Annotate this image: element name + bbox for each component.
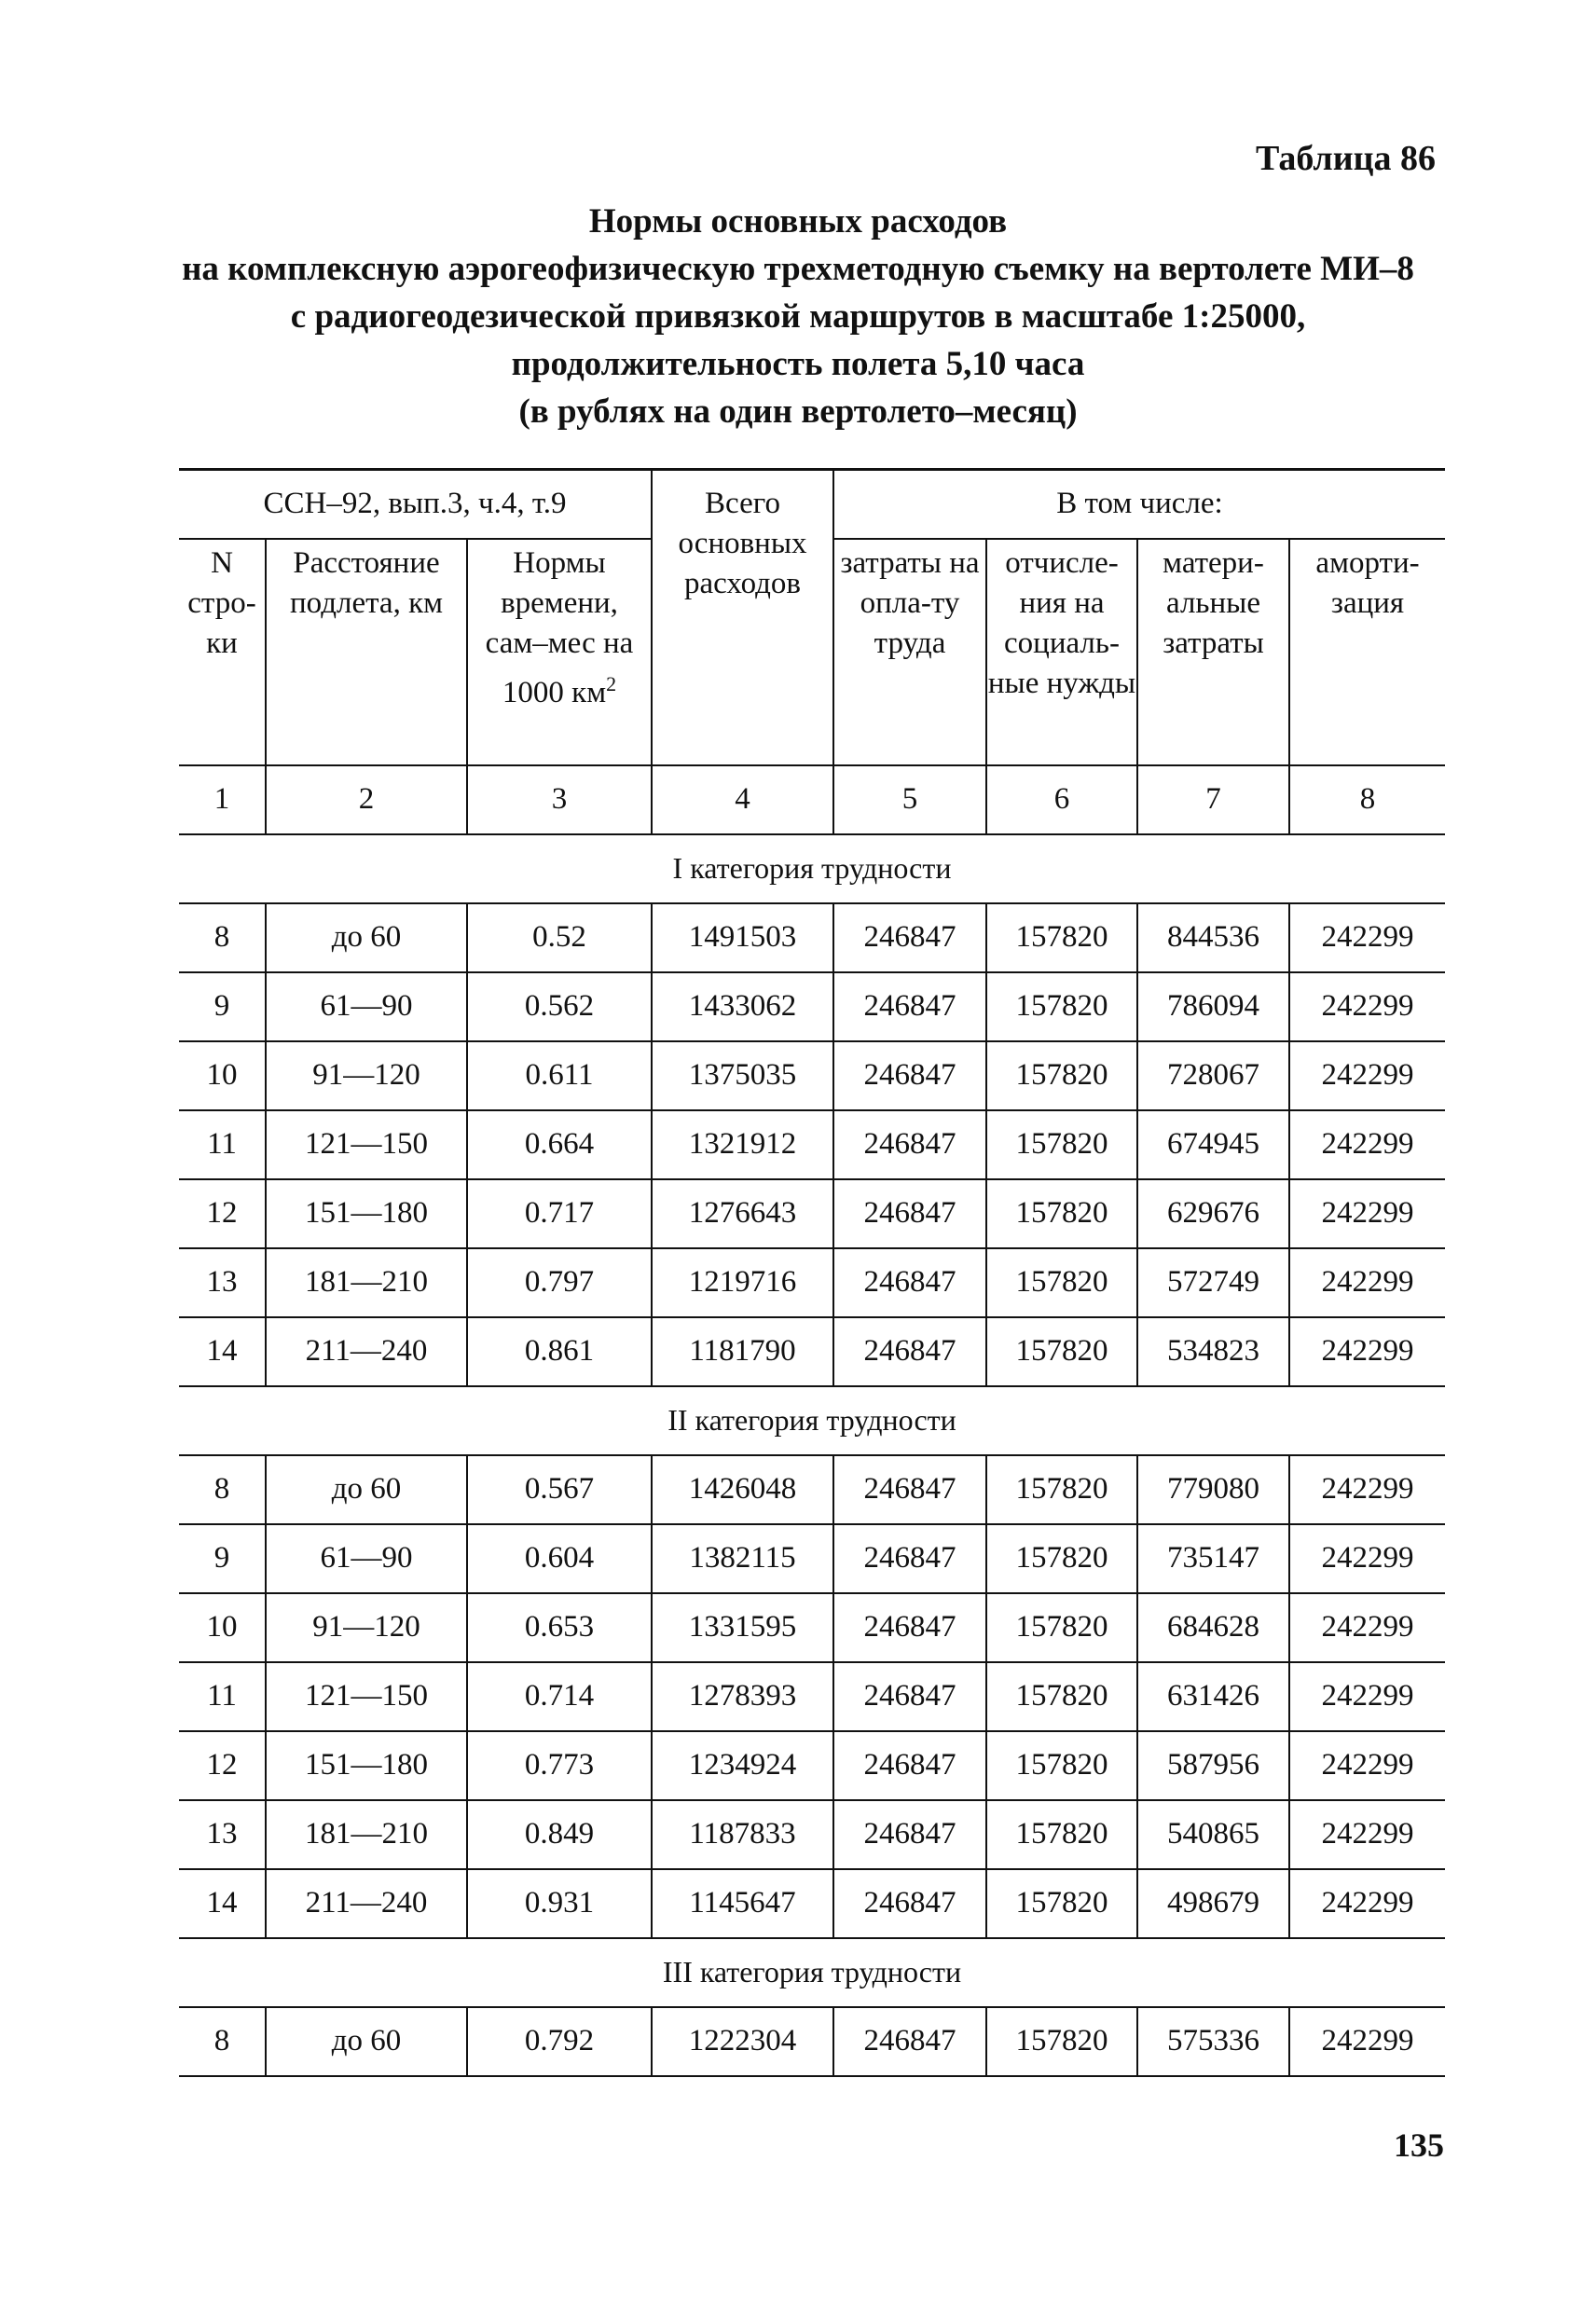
- table-cell: 0.653: [467, 1593, 652, 1662]
- column-number: 7: [1137, 765, 1289, 834]
- table-cell: 242299: [1289, 1662, 1445, 1731]
- table-cell: 157820: [986, 1110, 1137, 1179]
- table-cell: 157820: [986, 972, 1137, 1041]
- table-cell: 0.567: [467, 1455, 652, 1524]
- table-cell: 498679: [1137, 1869, 1289, 1938]
- table-cell: 13: [179, 1800, 266, 1869]
- table-cell: 246847: [833, 1041, 986, 1110]
- table-row: [179, 903, 1445, 972]
- table-cell: 242299: [1289, 1800, 1445, 1869]
- header-time-norms: [467, 539, 652, 765]
- table-cell: 157820: [986, 903, 1137, 972]
- table-cell: 631426: [1137, 1662, 1289, 1731]
- table-row: [179, 1248, 1445, 1317]
- table-cell: 0.717: [467, 1179, 652, 1248]
- table-cell: 246847: [833, 1593, 986, 1662]
- column-number: 6: [986, 765, 1137, 834]
- table-cell: 246847: [833, 2007, 986, 2076]
- table-cell: 157820: [986, 1041, 1137, 1110]
- table-title: [0, 198, 1596, 435]
- table-cell: 157820: [986, 2007, 1137, 2076]
- table-cell: 242299: [1289, 903, 1445, 972]
- table-row: [179, 1317, 1445, 1386]
- table-cell: до 60: [266, 2007, 467, 2076]
- table-cell: 1331595: [652, 1593, 833, 1662]
- title-line: с радиогеодезической привязкой маршрутов в масштабе 1:25000,: [290, 297, 1306, 336]
- table-cell: 575336: [1137, 2007, 1289, 2076]
- table-cell: 11: [179, 1662, 266, 1731]
- title-line: Нормы основных расходов: [588, 202, 1008, 241]
- norms-table: [179, 468, 1445, 2077]
- table-cell: 181—210: [266, 1248, 467, 1317]
- table-cell: 10: [179, 1041, 266, 1110]
- table-cell: 242299: [1289, 1110, 1445, 1179]
- table-row: [179, 2007, 1445, 2076]
- table-cell: 1181790: [652, 1317, 833, 1386]
- table-cell: 0.52: [467, 903, 652, 972]
- header-row-number: N стро-ки: [179, 539, 266, 765]
- table-cell: 246847: [833, 903, 986, 972]
- table-cell: 242299: [1289, 1041, 1445, 1110]
- title-line: на комплексную аэрогеофизическую трехметодную съемку на вертолете МИ–8: [182, 250, 1414, 288]
- table-cell: 10: [179, 1593, 266, 1662]
- table-cell: 211—240: [266, 1869, 467, 1938]
- table-cell: 246847: [833, 1179, 986, 1248]
- column-number: 1: [179, 765, 266, 834]
- table-cell: 157820: [986, 1248, 1137, 1317]
- header-time-norms-sup: 2: [606, 671, 617, 695]
- category-title: I категория трудности: [179, 834, 1445, 903]
- table-cell: 157820: [986, 1317, 1137, 1386]
- table-cell: 242299: [1289, 1731, 1445, 1800]
- table-cell: 1276643: [652, 1179, 833, 1248]
- table-cell: 61—90: [266, 972, 467, 1041]
- table-cell: 61—90: [266, 1524, 467, 1593]
- table-cell: 242299: [1289, 1179, 1445, 1248]
- table-row: [179, 1731, 1445, 1800]
- table-cell: 8: [179, 1455, 266, 1524]
- table-cell: 844536: [1137, 903, 1289, 972]
- table-cell: 246847: [833, 1248, 986, 1317]
- table-cell: 0.849: [467, 1800, 652, 1869]
- table-cell: 157820: [986, 1731, 1137, 1800]
- table-cell: 151—180: [266, 1731, 467, 1800]
- category-title: III категория трудности: [179, 1938, 1445, 2007]
- table-cell: 242299: [1289, 1317, 1445, 1386]
- table-row: [179, 1869, 1445, 1938]
- table-cell: до 60: [266, 903, 467, 972]
- header-source: ССН–92, вып.3, ч.4, т.9: [179, 470, 652, 539]
- table-cell: 572749: [1137, 1248, 1289, 1317]
- table-cell: 242299: [1289, 972, 1445, 1041]
- table-cell: 12: [179, 1731, 266, 1800]
- header-material-costs: матери-альные затраты: [1137, 539, 1289, 765]
- table-row: [179, 1593, 1445, 1662]
- table-cell: 0.931: [467, 1869, 652, 1938]
- header-time-norms-text: Нормы времени, сам–мес на 1000 км: [485, 545, 634, 709]
- header-distance: Расстояние подлета, км: [266, 539, 467, 765]
- table-cell: 151—180: [266, 1179, 467, 1248]
- table-cell: 181—210: [266, 1800, 467, 1869]
- table-cell: 246847: [833, 972, 986, 1041]
- table-cell: 246847: [833, 1800, 986, 1869]
- table-cell: 1234924: [652, 1731, 833, 1800]
- table-cell: 121—150: [266, 1662, 467, 1731]
- table-label: Таблица 86: [1255, 139, 1436, 178]
- table-cell: 1278393: [652, 1662, 833, 1731]
- title-line: продолжительность полета 5,10 часа: [511, 345, 1085, 383]
- table-cell: 246847: [833, 1869, 986, 1938]
- table-cell: 735147: [1137, 1524, 1289, 1593]
- table-row: [179, 1179, 1445, 1248]
- table-cell: 157820: [986, 1524, 1137, 1593]
- table-cell: 1219716: [652, 1248, 833, 1317]
- table-cell: 674945: [1137, 1110, 1289, 1179]
- table-row: [179, 1524, 1445, 1593]
- column-number: 5: [833, 765, 986, 834]
- table-cell: 0.604: [467, 1524, 652, 1593]
- table-cell: 246847: [833, 1731, 986, 1800]
- table-cell: 779080: [1137, 1455, 1289, 1524]
- column-number: 8: [1289, 765, 1445, 834]
- table-cell: 91—120: [266, 1593, 467, 1662]
- table-cell: 121—150: [266, 1110, 467, 1179]
- table-cell: 1382115: [652, 1524, 833, 1593]
- table-cell: 246847: [833, 1662, 986, 1731]
- table-cell: 587956: [1137, 1731, 1289, 1800]
- table-cell: 14: [179, 1869, 266, 1938]
- table-cell: 242299: [1289, 2007, 1445, 2076]
- table-cell: 0.773: [467, 1731, 652, 1800]
- table-cell: 157820: [986, 1455, 1137, 1524]
- table-row: [179, 1455, 1445, 1524]
- table-cell: 242299: [1289, 1455, 1445, 1524]
- table-cell: 629676: [1137, 1179, 1289, 1248]
- table-cell: 540865: [1137, 1800, 1289, 1869]
- table-cell: 12: [179, 1179, 266, 1248]
- table-cell: 0.714: [467, 1662, 652, 1731]
- table-cell: 0.797: [467, 1248, 652, 1317]
- table-cell: 534823: [1137, 1317, 1289, 1386]
- table-cell: 1491503: [652, 903, 833, 972]
- header-including: В том числе:: [833, 470, 1445, 539]
- column-number: 2: [266, 765, 467, 834]
- table-cell: 1145647: [652, 1869, 833, 1938]
- category-row: [179, 1386, 1445, 1455]
- category-row: [179, 1938, 1445, 2007]
- header-depreciation: аморти-зация: [1289, 539, 1445, 765]
- table-row: [179, 1662, 1445, 1731]
- table-cell: 211—240: [266, 1317, 467, 1386]
- table-cell: 1375035: [652, 1041, 833, 1110]
- table-cell: 246847: [833, 1524, 986, 1593]
- table-row: [179, 1800, 1445, 1869]
- table-cell: 1321912: [652, 1110, 833, 1179]
- table-cell: 157820: [986, 1800, 1137, 1869]
- table-cell: 1187833: [652, 1800, 833, 1869]
- column-number: 3: [467, 765, 652, 834]
- table-cell: 242299: [1289, 1524, 1445, 1593]
- header-total: Всего основных расходов: [652, 470, 833, 765]
- category-title: II категория трудности: [179, 1386, 1445, 1455]
- table-cell: 8: [179, 2007, 266, 2076]
- table-cell: 0.611: [467, 1041, 652, 1110]
- table-cell: 8: [179, 903, 266, 972]
- table-cell: 14: [179, 1317, 266, 1386]
- column-number-row: [179, 765, 1445, 834]
- table-cell: 157820: [986, 1662, 1137, 1731]
- table-cell: 1426048: [652, 1455, 833, 1524]
- table-cell: 246847: [833, 1317, 986, 1386]
- table-cell: 242299: [1289, 1248, 1445, 1317]
- table-cell: 0.792: [467, 2007, 652, 2076]
- table-cell: 157820: [986, 1179, 1137, 1248]
- table-cell: 0.562: [467, 972, 652, 1041]
- table-cell: 0.861: [467, 1317, 652, 1386]
- header-labor-costs: затраты на опла-ту труда: [833, 539, 986, 765]
- page-number: 135: [1394, 2126, 1444, 2164]
- table-cell: 11: [179, 1110, 266, 1179]
- title-line: (в рублях на один вертолето–месяц): [518, 392, 1078, 431]
- table-cell: 684628: [1137, 1593, 1289, 1662]
- table-cell: 9: [179, 1524, 266, 1593]
- table-row: [179, 1041, 1445, 1110]
- category-row: [179, 834, 1445, 903]
- table-cell: 9: [179, 972, 266, 1041]
- table-cell: 242299: [1289, 1593, 1445, 1662]
- table-row: [179, 1110, 1445, 1179]
- table-cell: 246847: [833, 1110, 986, 1179]
- table-cell: 728067: [1137, 1041, 1289, 1110]
- table-cell: 1222304: [652, 2007, 833, 2076]
- table-cell: 157820: [986, 1869, 1137, 1938]
- table-cell: 157820: [986, 1593, 1137, 1662]
- table-cell: 0.664: [467, 1110, 652, 1179]
- table-cell: 1433062: [652, 972, 833, 1041]
- column-number: 4: [652, 765, 833, 834]
- table-cell: 246847: [833, 1455, 986, 1524]
- table-cell: 13: [179, 1248, 266, 1317]
- table-cell: 242299: [1289, 1869, 1445, 1938]
- table-cell: 786094: [1137, 972, 1289, 1041]
- table-cell: 91—120: [266, 1041, 467, 1110]
- table-cell: до 60: [266, 1455, 467, 1524]
- table-row: [179, 972, 1445, 1041]
- header-social-contributions: отчисле-ния на социаль-ные нужды: [986, 539, 1137, 765]
